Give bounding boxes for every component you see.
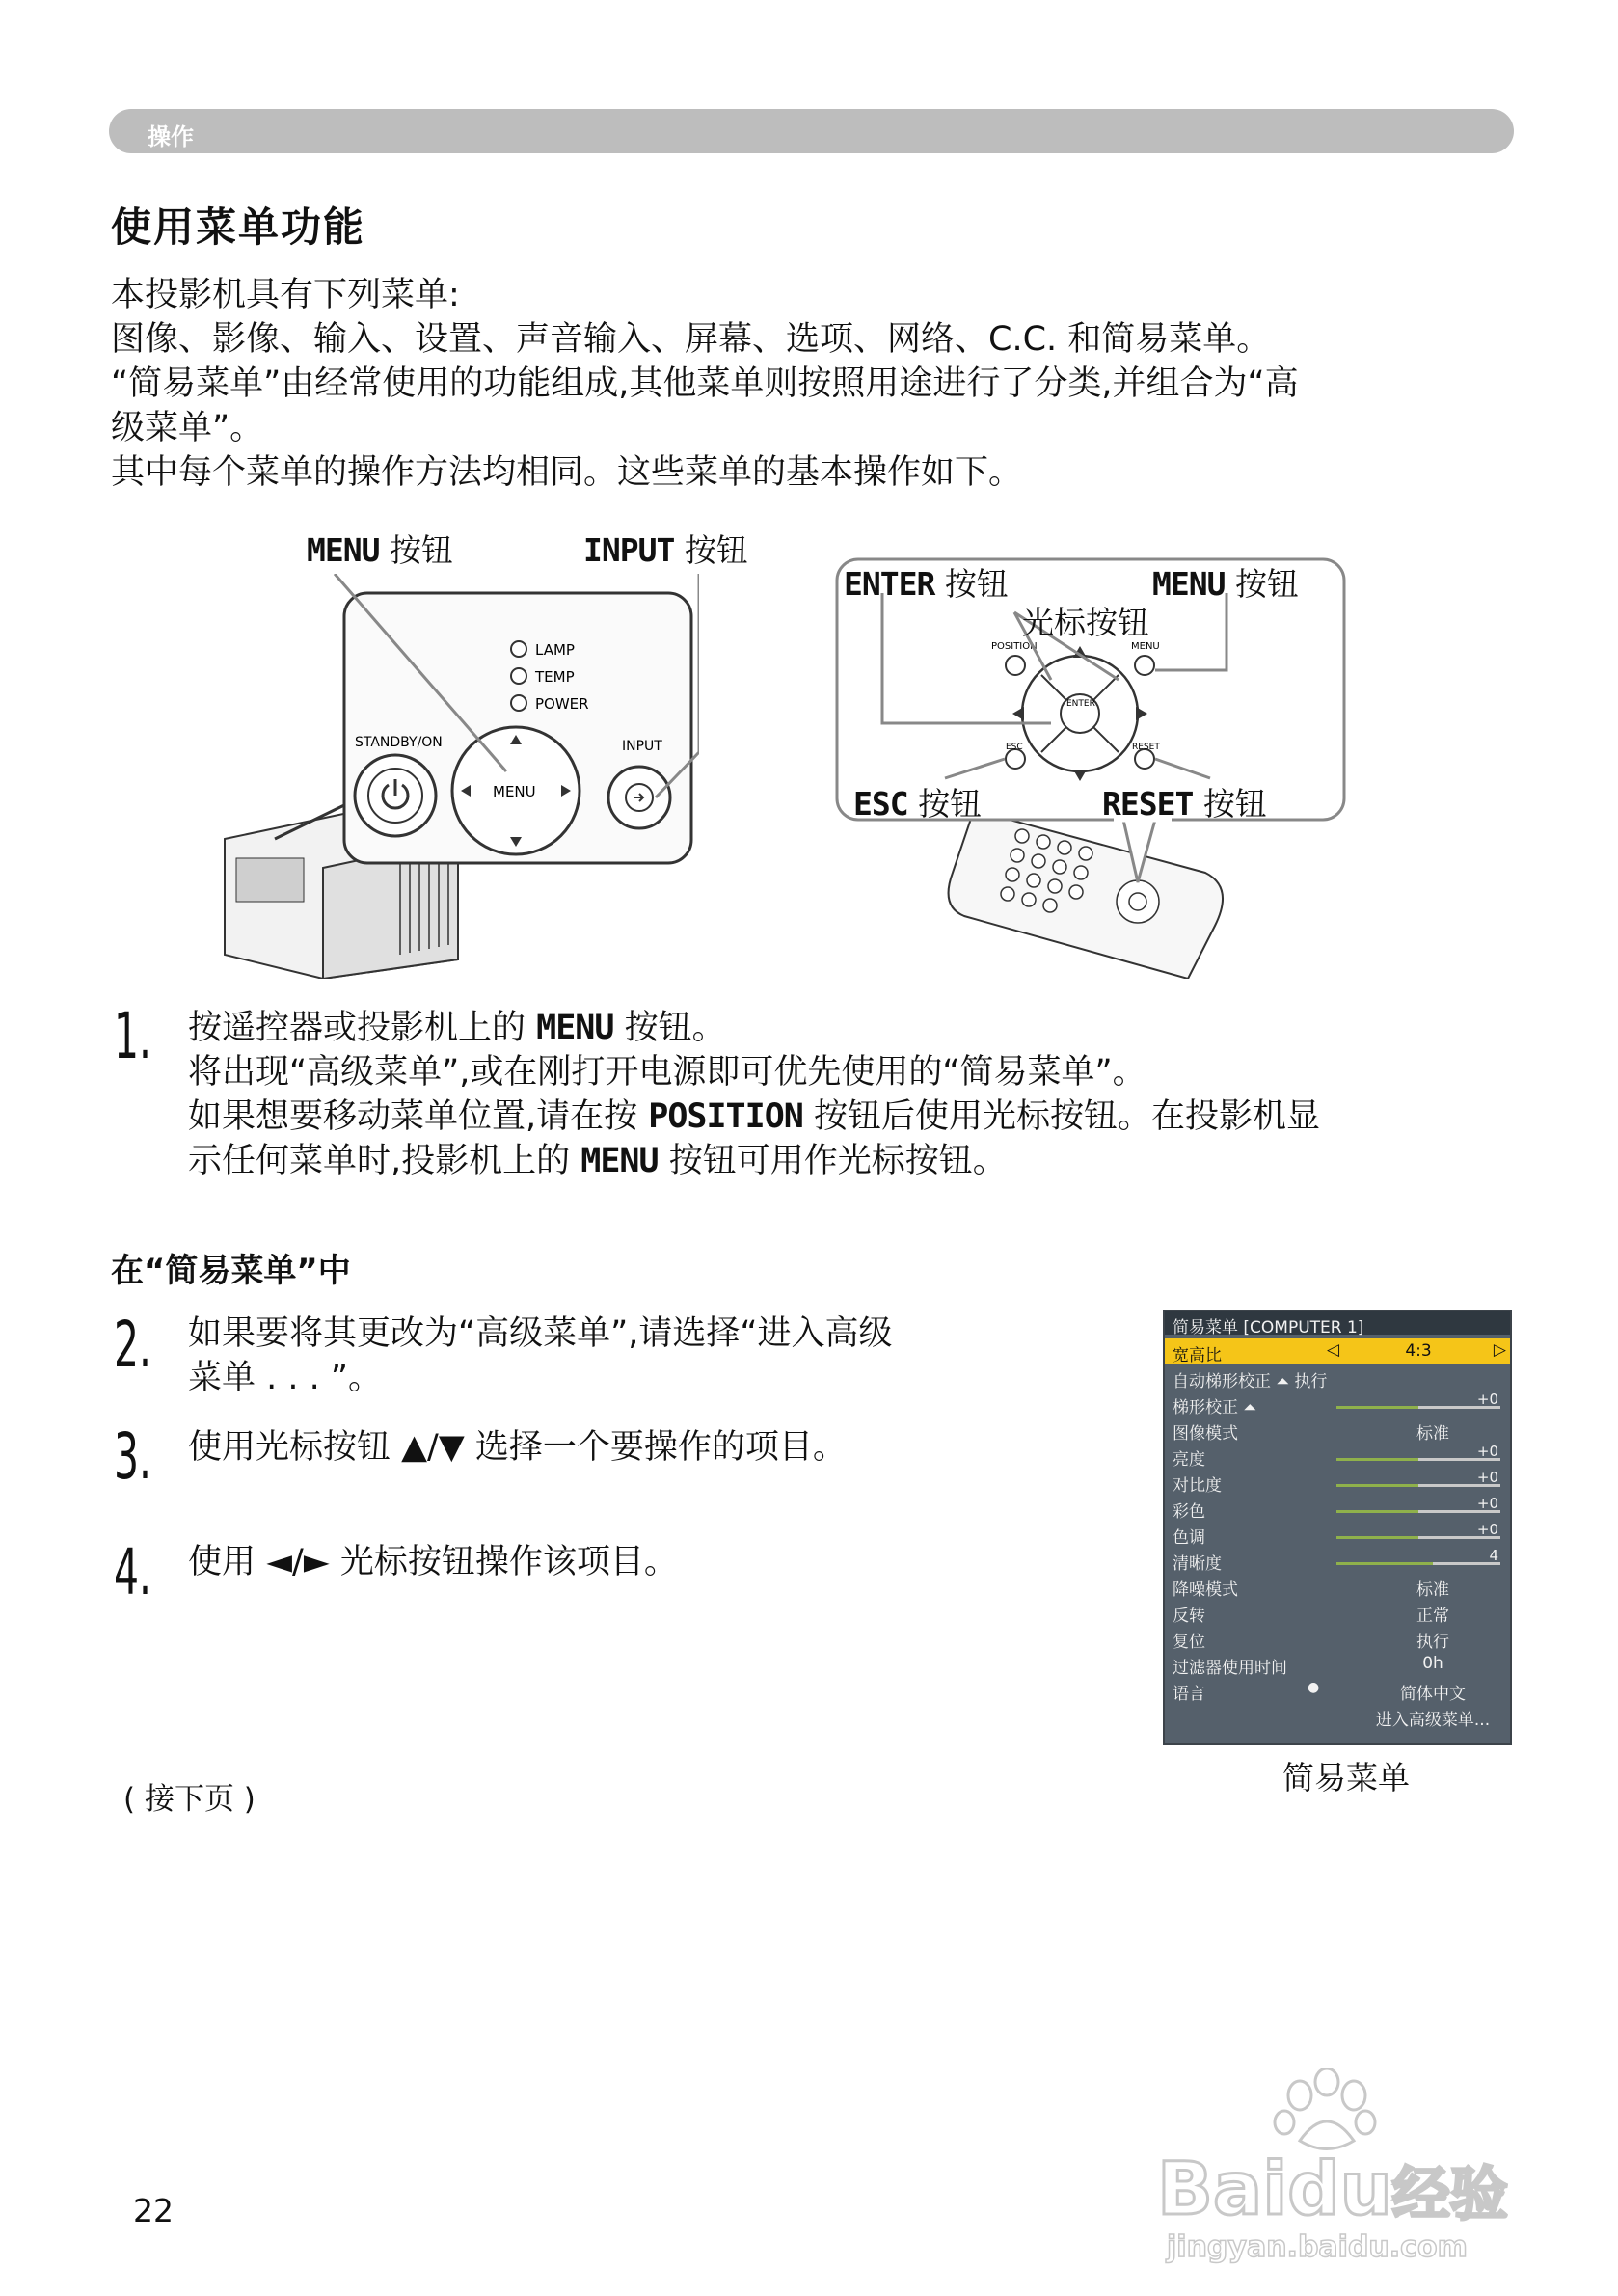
step-1-line-1: 按遥控器或投影机上的 MENU 按钮。 <box>188 1009 726 1047</box>
step-1-line-2: 将出现“高级菜单”,或在刚打开电源即可优先使用的“简易菜单”。 <box>188 1053 1146 1092</box>
intro-paragraph <box>111 273 1519 495</box>
osd-row-language[interactable]: 语言 ● 简体中文 <box>1173 1680 1466 1704</box>
step-3-number: 3. <box>114 1419 152 1494</box>
standby-on-button[interactable] <box>355 755 436 836</box>
esc-button[interactable] <box>1006 749 1025 769</box>
step-2-line-2: 菜单 . . . ”。 <box>188 1359 383 1397</box>
step-2-number: 2. <box>114 1308 152 1382</box>
baidu-watermark <box>1157 2068 1533 2264</box>
projector-panel-illustration <box>217 574 699 979</box>
osd-row-advanced-menu[interactable]: 进入高级菜单... <box>1375 1711 1491 1730</box>
temp-indicator-label: TEMP <box>535 668 575 686</box>
section-label: 操作 <box>148 123 194 150</box>
step-3-line-1: 使用光标按钮 ▲/▼ 选择一个要操作的项目。 <box>188 1428 847 1467</box>
globe-icon: ● <box>1308 1680 1320 1695</box>
step-1-line-4: 示任何菜单时,投影机上的 MENU 按钮可用作光标按钮。 <box>188 1142 1007 1180</box>
remote-menu-button-label: MENU 按钮 <box>1152 565 1299 603</box>
indicator-leds <box>511 641 526 711</box>
osd-row-mirror[interactable]: 反转 正常 <box>1173 1607 1449 1626</box>
reset-button-label: RESET 按钮 <box>1102 785 1267 823</box>
menu-button-label: MENU 按钮 <box>307 531 453 569</box>
remote-body <box>949 810 1223 979</box>
menu-small-label: MENU <box>1131 641 1160 652</box>
paw-logo <box>1271 2068 1377 2155</box>
osd-row-brightness[interactable]: 亮度 +0 <box>1173 1443 1498 1470</box>
subsection-title: 在“简易菜单”中 <box>111 1252 351 1290</box>
page-title: 使用菜单功能 <box>111 203 366 251</box>
osd-row-contrast[interactable]: 对比度 +0 <box>1173 1469 1498 1496</box>
intro-line: 本投影机具有下列菜单: <box>111 276 460 314</box>
esc-button-label: ESC 按钮 <box>853 785 983 823</box>
step-1-number: 1. <box>114 999 152 1073</box>
cursor-button-label: 光标按钮 <box>1022 604 1149 641</box>
step-1-line-3: 如果想要移动菜单位置,请在按 POSITION 按钮后使用光标按钮。在投影机显 <box>188 1097 1320 1136</box>
osd-title: 简易菜单 [COMPUTER 1] <box>1165 1311 1510 1335</box>
remote-menu-button[interactable] <box>1135 656 1154 675</box>
reset-button[interactable] <box>1135 749 1154 769</box>
right-arrow-icon: ▷ <box>1493 1340 1506 1360</box>
lamp-indicator-label: LAMP <box>535 641 575 659</box>
power-indicator-label: POWER <box>535 695 589 713</box>
intro-line: “简易菜单”由经常使用的功能组成,其他菜单则按照用途进行了分类,并组合为“高 <box>111 365 1299 403</box>
osd-row-tint[interactable]: 色调 +0 <box>1173 1521 1498 1548</box>
easy-menu-osd <box>1163 1310 1512 1745</box>
enter-small-label: ENTER <box>1066 699 1095 709</box>
osd-row-sharpness[interactable]: 清晰度 4 <box>1173 1547 1498 1574</box>
enter-button-label: ENTER 按钮 <box>844 565 1009 603</box>
osd-row-picture-mode[interactable]: 图像模式 标准 <box>1173 1424 1449 1444</box>
osd-caption: 简易菜单 <box>1282 1759 1410 1796</box>
esc-small-label: ESC <box>1006 743 1023 752</box>
panel-input-button[interactable] <box>608 767 670 828</box>
position-button[interactable] <box>1006 656 1025 675</box>
input-label: INPUT <box>622 739 662 754</box>
continued-note: ( 接下页 ) <box>123 1782 256 1817</box>
reset-small-label: RESET <box>1132 743 1160 752</box>
step-2-line-1: 如果要将其更改为“高级菜单”,请选择“进入高级 <box>188 1314 893 1353</box>
standby-label: STANDBY/ON <box>355 735 443 750</box>
input-button-label: INPUT 按钮 <box>583 531 748 569</box>
position-small-label: POSITION <box>991 641 1038 652</box>
osd-row-noise-mode[interactable]: 降噪模式 标准 <box>1173 1580 1449 1600</box>
osd-row-aspect[interactable]: 宽高比 ◁ 4:3 ▷ <box>1165 1338 1510 1364</box>
intro-line: 级菜单”。 <box>111 409 264 447</box>
osd-row-keystone[interactable]: 梯形校正 ⏶ +0 <box>1173 1391 1498 1418</box>
left-arrow-icon: ◁ <box>1327 1340 1340 1360</box>
osd-row-color[interactable]: 彩色 +0 <box>1173 1495 1498 1522</box>
osd-row-filter-time[interactable]: 过滤器使用时间 0h <box>1173 1654 1443 1678</box>
watermark-brand: Baidu经验 <box>1157 2146 1508 2231</box>
osd-row-auto-keystone[interactable]: 自动梯形校正 ⏶ 执行 <box>1173 1372 1328 1391</box>
step-4-number: 4. <box>114 1535 152 1609</box>
intro-line: 其中每个菜单的操作方法均相同。这些菜单的基本操作如下。 <box>111 453 1023 492</box>
intro-line: 图像、影像、输入、设置、声音输入、屏幕、选项、网络、C.C. 和简易菜单。 <box>111 320 1271 359</box>
step-4-line-1: 使用 ◄/► 光标按钮操作该项目。 <box>188 1543 678 1581</box>
osd-row-reset[interactable]: 复位 执行 <box>1173 1633 1449 1652</box>
page-number: 22 <box>133 2192 174 2229</box>
panel-menu-text: MENU <box>493 783 536 800</box>
watermark-url: jingyan.baidu.com <box>1167 2230 1468 2264</box>
section-header-bar <box>109 109 1514 153</box>
